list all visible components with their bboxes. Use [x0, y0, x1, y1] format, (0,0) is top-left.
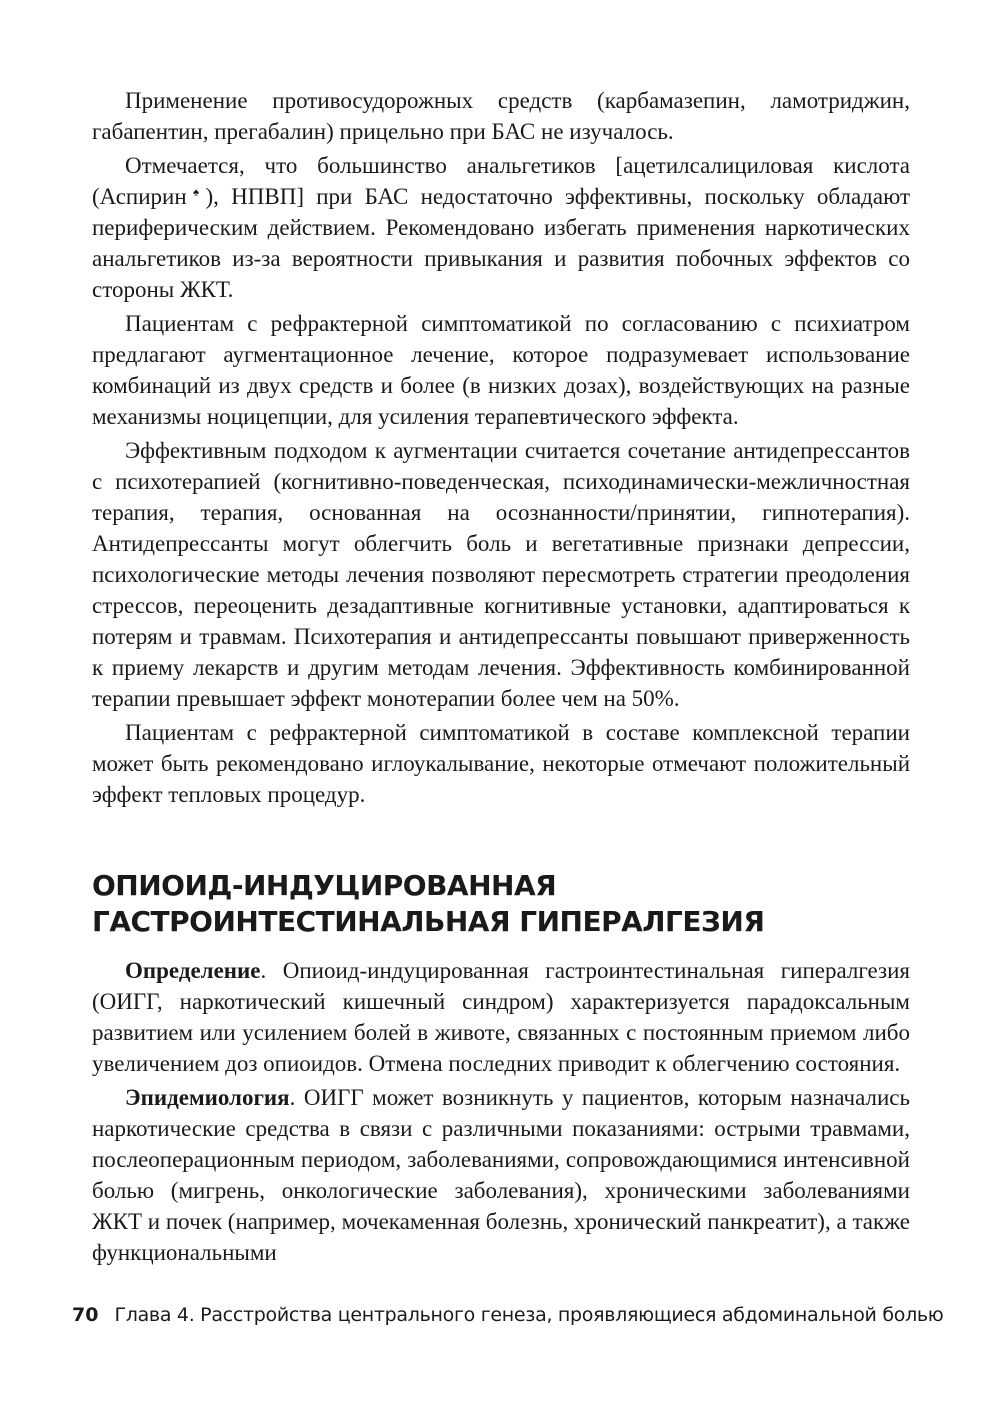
- epidemiology-label: Эпидемиология: [125, 1085, 290, 1110]
- chapter-title: Глава 4. Расстройства центрального генеза, проявляющиеся абдоминальной болью: [114, 1304, 944, 1326]
- analgesics-text-end: ), НПВП] при БАС недостаточно эффективны, поскольку обладают периферическим действием. Рекомендовано избегать применения наркотических анальгетиков из-за вероятности привыкания и развития побочных эффектов со стороны ЖКТ.: [92, 184, 910, 302]
- paragraph-augmentation: Пациентам с рефрактерной симптоматикой по согласованию с психиатром предлагают аугментационное лечение, которое подразумевает использование комбинаций из двух средств и более (в низких дозах), воздействующих на разные механизмы ноцицепции, для усиления терапевтического эффекта.: [92, 311, 910, 429]
- definition-label: Определение: [125, 958, 261, 983]
- paragraph-psychotherapy: Эффективным подходом к аугментации считается сочетание антидепрессантов с психотерапией (когнитивно-поведенческая, психодинамически-межличностная терапия, терапия, основанная на осознанности/принятии, гипнотерапия). Антидепрессанты могут облегчить боль и вегетативные признаки депрессии, психологические методы лечения позволяют пересмотреть стратегии преодоления стрессов, переоценить дезадаптивные когнитивные установки, адаптироваться к потерям и травмам. Психотерапия и антидепрессанты повышают приверженность к приему лекарств и другим методам лечения. Эффективность комбинированной терапии превышает эффект монотерапии более чем на 50%.: [92, 438, 910, 711]
- paragraph-acupuncture: Пациентам с рефрактерной симптоматикой в составе комплексной терапии может быть рекомендовано иглоукалывание, некоторые отмечают положительный эффект тепловых процедур.: [92, 720, 910, 807]
- page-footer: [72, 1298, 944, 1332]
- epidemiology-text: . ОИГГ может возникнуть у пациентов, которым назначались наркотические средства в связи с различными показаниями: острыми травмами, послеоперационным периодом, заболеваниями, сопровождающимися интенсивной болью (мигрень, онкологические заболевания), хроническими заболеваниями ЖКТ и почек (например, мочекаменная болезнь, хронический панкреатит), а также функциональными: [92, 1085, 910, 1265]
- page-number: 70: [72, 1304, 99, 1326]
- paragraph-epidemiology: [92, 1082, 910, 1268]
- analgesics-text-start: Отмечается, что большинство анальгетиков [ацетилсалициловая кислота (Аспирин: [92, 153, 910, 209]
- section-heading-line2: ГАСТРОИНТЕСТИНАЛЬНАЯ ГИПЕРАЛГЕЗИЯ: [92, 905, 765, 938]
- page-body: [92, 85, 910, 1271]
- paragraph-definition: [92, 955, 910, 1079]
- paragraph-analgesics: [92, 150, 910, 305]
- definition-text: . Опиоид-индуцированная гастроинтестинальная гипералгезия (ОИГГ, наркотический кишечный синдром) характеризуется парадоксальным развитием или усилением болей в животе, связанных с постоянным приемом либо увеличением доз опиоидов. Отмена последних приводит к облегчению состояния.: [92, 958, 910, 1076]
- paragraph-anticonvulsants: Применение противосудорожных средств (карбамазепин, ламотриджин, габапентин, прегабалин) прицельно при БАС не изучалось.: [92, 88, 910, 144]
- section-heading-line1: ОПИОИД-ИНДУЦИРОВАННАЯ: [92, 869, 557, 902]
- trademark-mark: ♠: [186, 186, 206, 199]
- section-heading: [92, 868, 910, 940]
